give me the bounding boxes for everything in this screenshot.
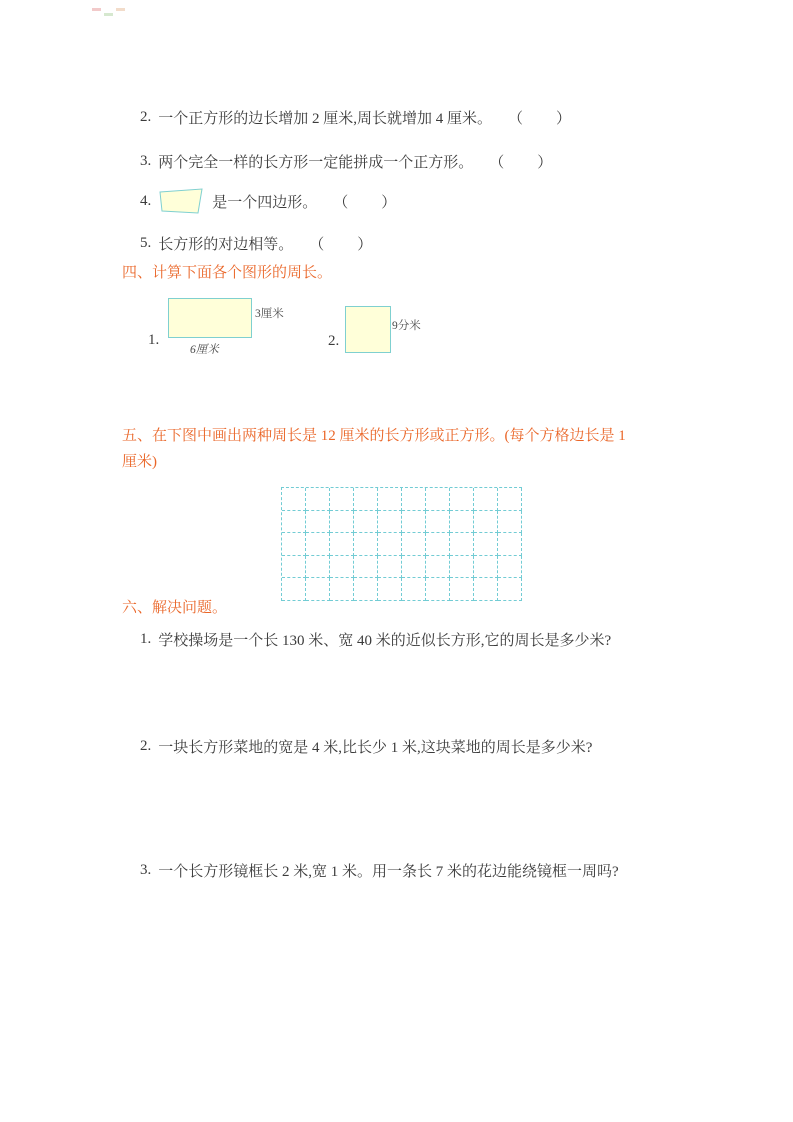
grid-cell xyxy=(426,556,450,579)
section-title-5-line2: 厘米) xyxy=(122,454,157,470)
grid-cell xyxy=(450,556,474,579)
grid-cell xyxy=(426,578,450,601)
judge-item-2 xyxy=(140,107,572,128)
problem-3 xyxy=(140,860,619,881)
grid-cell xyxy=(282,488,306,511)
artifact-mark xyxy=(92,8,101,11)
figure-1-label-bottom: 6厘米 xyxy=(190,344,219,356)
item-number: 2. xyxy=(140,109,152,125)
grid-cell xyxy=(354,556,378,579)
problem-1 xyxy=(140,629,611,650)
grid-cell xyxy=(282,511,306,534)
answer-brackets: （ ） xyxy=(333,194,398,211)
figure-1-label-side: 3厘米 xyxy=(255,308,284,320)
grid-cell xyxy=(474,533,498,556)
grid-cell xyxy=(450,578,474,601)
grid-cell xyxy=(474,511,498,534)
answer-brackets: （ ） xyxy=(489,155,554,171)
grid-cell xyxy=(354,533,378,556)
section-title-4: 四、计算下面各个图形的周长。 xyxy=(122,265,333,281)
item-number: 4. xyxy=(140,192,152,209)
drawing-grid xyxy=(281,487,522,601)
grid-cell xyxy=(282,533,306,556)
problem-text: 一块长方形菜地的宽是 4 米,比长少 1 米,这块菜地的周长是多少米? xyxy=(158,740,593,756)
problem-2 xyxy=(140,736,592,757)
figure-2-number: 2. xyxy=(328,333,340,349)
artifact-mark xyxy=(116,8,125,11)
grid-cell xyxy=(354,578,378,601)
grid-cell xyxy=(402,533,426,556)
grid-cell xyxy=(378,488,402,511)
page-artifact xyxy=(92,8,134,20)
grid-cell xyxy=(426,488,450,511)
grid-cell xyxy=(354,511,378,534)
grid-cell xyxy=(402,488,426,511)
figure-1-number: 1. xyxy=(148,332,160,348)
grid-cell xyxy=(354,488,378,511)
grid-cell xyxy=(378,578,402,601)
grid-cell xyxy=(306,511,330,534)
judge-item-4 xyxy=(140,186,397,216)
grid-cell xyxy=(474,488,498,511)
grid-cell xyxy=(498,556,522,579)
grid-cell xyxy=(450,511,474,534)
section-title-5-line1: 五、在下图中画出两种周长是 12 厘米的长方形或正方形。(每个方格边长是 1 xyxy=(122,428,626,444)
quadrilateral-shape xyxy=(158,186,204,216)
judge-item-5 xyxy=(140,233,373,254)
item-number: 5. xyxy=(140,235,152,251)
grid-cell xyxy=(498,533,522,556)
grid-cell xyxy=(474,578,498,601)
item-text: 长方形的对边相等。 xyxy=(158,237,294,253)
grid-cell xyxy=(330,578,354,601)
item-number: 2. xyxy=(140,738,152,754)
grid-cell xyxy=(498,488,522,511)
figure-2-label-side: 9分米 xyxy=(392,320,421,332)
problem-text: 学校操场是一个长 130 米、宽 40 米的近似长方形,它的周长是多少米? xyxy=(158,633,612,649)
problem-text: 一个长方形镜框长 2 米,宽 1 米。用一条长 7 米的花边能绕镜框一周吗? xyxy=(158,864,619,880)
grid-cell xyxy=(306,578,330,601)
grid-cell xyxy=(498,511,522,534)
grid-cell xyxy=(402,578,426,601)
grid-cell xyxy=(402,556,426,579)
item-text: 一个正方形的边长增加 2 厘米,周长就增加 4 厘米。 xyxy=(158,111,493,127)
grid-cell xyxy=(306,533,330,556)
grid-cell xyxy=(450,533,474,556)
figure-1-rectangle xyxy=(168,298,252,338)
grid-cell xyxy=(450,488,474,511)
grid-cell xyxy=(330,533,354,556)
item-number: 1. xyxy=(140,631,152,647)
grid-cell xyxy=(378,511,402,534)
item-text: 是一个四边形。 xyxy=(212,194,318,211)
grid-cell xyxy=(282,556,306,579)
answer-brackets: （ ） xyxy=(508,111,573,127)
grid-cell xyxy=(498,578,522,601)
grid-cell xyxy=(330,556,354,579)
grid-cell xyxy=(426,533,450,556)
grid-cell xyxy=(330,488,354,511)
grid-cell xyxy=(474,556,498,579)
grid-cell xyxy=(282,578,306,601)
answer-brackets: （ ） xyxy=(309,237,374,253)
grid-cell xyxy=(378,533,402,556)
section-title-6: 六、解决问题。 xyxy=(122,600,228,616)
grid-cell xyxy=(402,511,426,534)
artifact-mark xyxy=(104,13,113,16)
item-number: 3. xyxy=(140,153,152,169)
item-number: 3. xyxy=(140,862,152,878)
grid-cell xyxy=(330,511,354,534)
item-text: 两个完全一样的长方形一定能拼成一个正方形。 xyxy=(158,155,474,171)
figure-2-square xyxy=(345,306,391,353)
grid-cell xyxy=(306,556,330,579)
grid-cell xyxy=(426,511,450,534)
grid-cell xyxy=(306,488,330,511)
judge-item-3 xyxy=(140,151,553,172)
grid-cell xyxy=(378,556,402,579)
